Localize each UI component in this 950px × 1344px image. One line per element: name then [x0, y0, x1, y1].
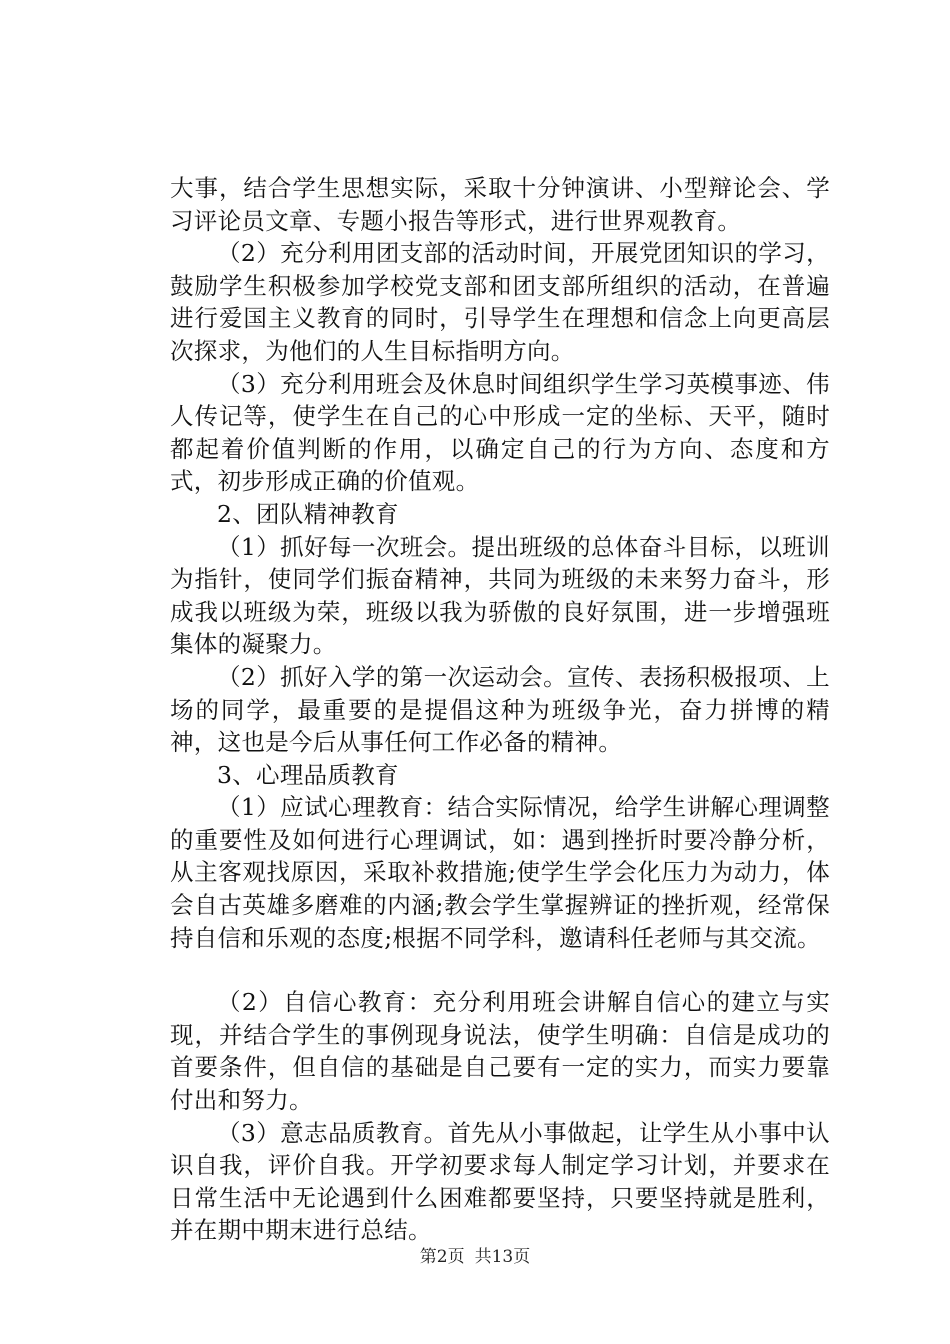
paragraph-psychology-item-1: （1）应试心理教育：结合实际情况，给学生讲解心理调整的重要性及如何进行心理调试，如：遇到挫折时要冷静分析，从主客观找原因，采取补救措施;使学生学会化压力为动力，体会自古英雄多磨难的内涵;教会学生掌握辨证的挫折观，经常保持自信和乐观的态度;根据不同学科，邀请科任老师与其交流。: [170, 793, 830, 952]
paragraph-item-2: （2）充分利用团支部的活动时间，开展党团知识的学习，鼓励学生积极参加学校党支部和团支部所组织的活动，在普遍进行爱国主义教育的同时，引导学生在理想和信念上向更高层次探求，为他们的人生目标指明方向。: [170, 239, 830, 365]
document-body: [170, 172, 830, 1247]
paragraph-psychology-item-2: （2）自信心教育：充分利用班会讲解自信心的建立与实现，并结合学生的事例现身说法，使学生明确：自信是成功的首要条件，但自信的基础是自己要有一定的实力，而实力要靠付出和努力。: [170, 988, 830, 1115]
paragraph-continuation: 大事，结合学生思想实际，采取十分钟演讲、小型辩论会、学习评论员文章、专题小报告等形式，进行世界观教育。: [170, 174, 830, 235]
page-total: 共13页: [474, 1247, 531, 1267]
page-number: 第2页: [419, 1247, 465, 1267]
paragraph-item-3: （3）充分利用班会及休息时间组织学生学习英模事迹、伟人传记等，使学生在自己的心中形成一定的坐标、天平，随时都起着价值判断的作用，以确定自己的行为方向、态度和方式，初步形成正确的价值观。: [170, 369, 830, 496]
paragraph-psychology-item-3: （3）意志品质教育。首先从小事做起，让学生从小事中认识自我，评价自我。开学初要求每人制定学习计划，并要求在日常生活中无论遇到什么困难都要坚持，只要坚持就是胜利，并在期中期末进行总结。: [170, 1118, 830, 1245]
paragraph-spacer: [170, 954, 830, 986]
section-heading-team-spirit: 2、团队精神教育: [217, 499, 399, 528]
paragraph-team-item-2: （2）抓好入学的第一次运动会。宣传、表扬积极报项、上场的同学，最重要的是提倡这种为班级争光，奋力拼博的精神，这也是今后从事任何工作必备的精神。: [170, 662, 830, 757]
page-footer: [0, 1242, 950, 1267]
paragraph-team-item-1: （1）抓好每一次班会。提出班级的总体奋斗目标，以班训为指针，使同学们振奋精神，共同为班级的未来努力奋斗，形成我以班级为荣，班级以我为骄傲的良好氛围，进一步增强班集体的凝聚力。: [170, 532, 830, 659]
section-heading-psychology: 3、心理品质教育: [217, 760, 399, 789]
